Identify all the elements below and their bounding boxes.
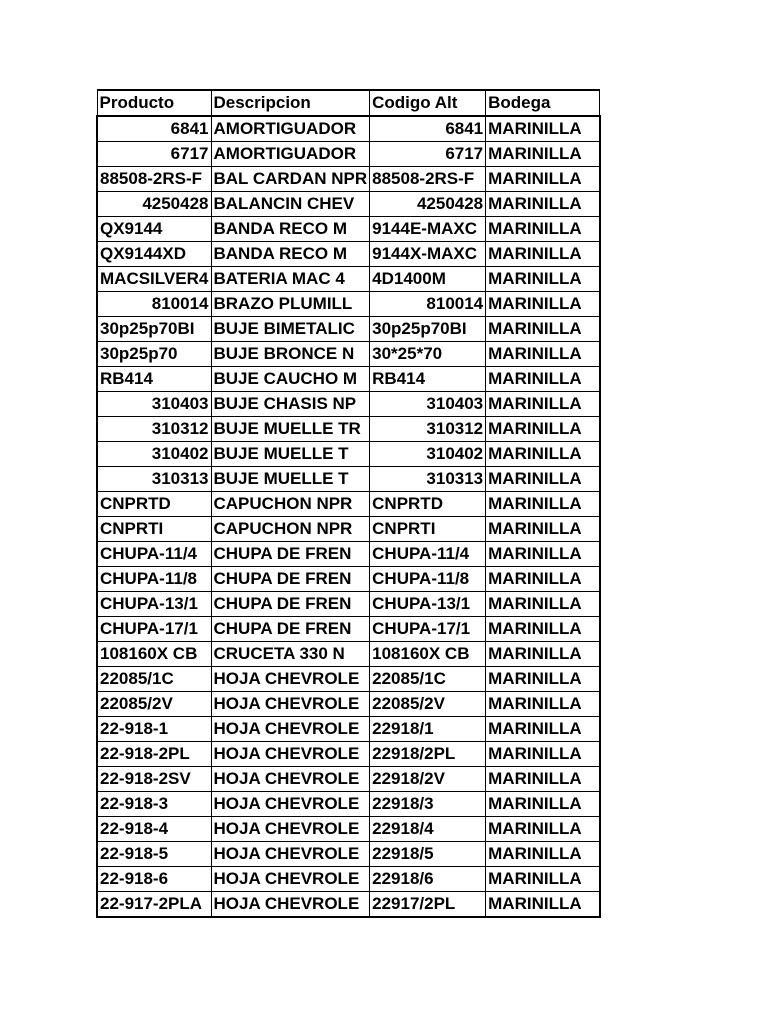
cell-codigo-alt: 22918/5 xyxy=(370,842,486,867)
header-descripcion: Descripcion xyxy=(211,90,370,116)
cell-producto: 88508-2RS-F xyxy=(97,167,211,192)
table-row xyxy=(97,717,600,742)
cell-producto: QX9144 xyxy=(97,217,211,242)
cell-codigo-alt: CHUPA-11/4 xyxy=(370,542,486,567)
cell-descripcion: HOJA CHEVROLE xyxy=(211,767,370,792)
cell-descripcion: CHUPA DE FREN xyxy=(211,592,370,617)
cell-descripcion: CHUPA DE FREN xyxy=(211,617,370,642)
table-row xyxy=(97,842,600,867)
cell-codigo-alt: 9144X-MAXC xyxy=(370,242,486,267)
header-codigo-alt: Codigo Alt xyxy=(370,90,486,116)
table-row xyxy=(97,892,600,918)
cell-producto: 4250428 xyxy=(97,192,211,217)
cell-producto: CHUPA-17/1 xyxy=(97,617,211,642)
cell-bodega: MARINILLA xyxy=(486,342,600,367)
header-row xyxy=(97,90,600,116)
table-row xyxy=(97,667,600,692)
cell-bodega: MARINILLA xyxy=(486,617,600,642)
cell-bodega: MARINILLA xyxy=(486,642,600,667)
cell-producto: CNPRTI xyxy=(97,517,211,542)
table-row xyxy=(97,692,600,717)
cell-producto: QX9144XD xyxy=(97,242,211,267)
cell-producto: MACSILVER4 xyxy=(97,267,211,292)
cell-codigo-alt: 4D1400M xyxy=(370,267,486,292)
cell-codigo-alt: CNPRTD xyxy=(370,492,486,517)
cell-bodega: MARINILLA xyxy=(486,467,600,492)
cell-descripcion: CRUCETA 330 N xyxy=(211,642,370,667)
table-row xyxy=(97,317,600,342)
cell-producto: 310313 xyxy=(97,467,211,492)
cell-bodega: MARINILLA xyxy=(486,567,600,592)
cell-descripcion: CHUPA DE FREN xyxy=(211,542,370,567)
cell-producto: CHUPA-13/1 xyxy=(97,592,211,617)
cell-producto: 108160X CB xyxy=(97,642,211,667)
table-row xyxy=(97,542,600,567)
cell-descripcion: HOJA CHEVROLE xyxy=(211,667,370,692)
cell-producto: 30p25p70 xyxy=(97,342,211,367)
cell-producto: 6717 xyxy=(97,142,211,167)
cell-bodega: MARINILLA xyxy=(486,292,600,317)
cell-descripcion: BUJE CAUCHO M xyxy=(211,367,370,392)
cell-producto: CHUPA-11/4 xyxy=(97,542,211,567)
table-row xyxy=(97,792,600,817)
cell-bodega: MARINILLA xyxy=(486,717,600,742)
cell-codigo-alt: 22918/2V xyxy=(370,767,486,792)
table-row xyxy=(97,467,600,492)
cell-codigo-alt: 310312 xyxy=(370,417,486,442)
table-row xyxy=(97,567,600,592)
table-row xyxy=(97,767,600,792)
table-row xyxy=(97,492,600,517)
cell-codigo-alt: 22918/1 xyxy=(370,717,486,742)
cell-codigo-alt: 22918/2PL xyxy=(370,742,486,767)
cell-descripcion: HOJA CHEVROLE xyxy=(211,817,370,842)
cell-codigo-alt: 310402 xyxy=(370,442,486,467)
cell-descripcion: BALANCIN CHEV xyxy=(211,192,370,217)
cell-producto: 22-918-5 xyxy=(97,842,211,867)
cell-descripcion: AMORTIGUADOR xyxy=(211,142,370,167)
cell-codigo-alt: 4250428 xyxy=(370,192,486,217)
cell-bodega: MARINILLA xyxy=(486,517,600,542)
cell-descripcion: BUJE BRONCE N xyxy=(211,342,370,367)
cell-descripcion: HOJA CHEVROLE xyxy=(211,692,370,717)
cell-codigo-alt: 22917/2PL xyxy=(370,892,486,918)
cell-producto: 22-917-2PLA xyxy=(97,892,211,918)
cell-descripcion: BUJE BIMETALIC xyxy=(211,317,370,342)
cell-bodega: MARINILLA xyxy=(486,417,600,442)
cell-codigo-alt: 22918/6 xyxy=(370,867,486,892)
cell-descripcion: HOJA CHEVROLE xyxy=(211,892,370,918)
cell-codigo-alt: 30*25*70 xyxy=(370,342,486,367)
cell-producto: 6841 xyxy=(97,116,211,142)
cell-producto: 22085/2V xyxy=(97,692,211,717)
cell-bodega: MARINILLA xyxy=(486,817,600,842)
cell-descripcion: BUJE MUELLE T xyxy=(211,442,370,467)
table-row xyxy=(97,617,600,642)
cell-descripcion: BAL CARDAN NPR xyxy=(211,167,370,192)
cell-codigo-alt: 810014 xyxy=(370,292,486,317)
cell-descripcion: BUJE MUELLE T xyxy=(211,467,370,492)
cell-producto: 310403 xyxy=(97,392,211,417)
header-bodega: Bodega xyxy=(486,90,600,116)
cell-codigo-alt: 6841 xyxy=(370,116,486,142)
cell-bodega: MARINILLA xyxy=(486,492,600,517)
cell-bodega: MARINILLA xyxy=(486,192,600,217)
cell-producto: 22-918-2PL xyxy=(97,742,211,767)
cell-descripcion: BUJE CHASIS NP xyxy=(211,392,370,417)
cell-bodega: MARINILLA xyxy=(486,217,600,242)
cell-bodega: MARINILLA xyxy=(486,167,600,192)
cell-descripcion: CAPUCHON NPR xyxy=(211,492,370,517)
cell-codigo-alt: 30p25p70BI xyxy=(370,317,486,342)
cell-descripcion: BATERIA MAC 4 xyxy=(211,267,370,292)
cell-codigo-alt: 310403 xyxy=(370,392,486,417)
table-row xyxy=(97,392,600,417)
cell-bodega: MARINILLA xyxy=(486,867,600,892)
cell-codigo-alt: RB414 xyxy=(370,367,486,392)
cell-codigo-alt: CHUPA-11/8 xyxy=(370,567,486,592)
cell-descripcion: HOJA CHEVROLE xyxy=(211,742,370,767)
cell-codigo-alt: CHUPA-13/1 xyxy=(370,592,486,617)
cell-bodega: MARINILLA xyxy=(486,842,600,867)
cell-codigo-alt: CHUPA-17/1 xyxy=(370,617,486,642)
cell-bodega: MARINILLA xyxy=(486,116,600,142)
table-row xyxy=(97,742,600,767)
cell-codigo-alt: 108160X CB xyxy=(370,642,486,667)
table-row xyxy=(97,867,600,892)
cell-bodega: MARINILLA xyxy=(486,392,600,417)
cell-producto: 30p25p70BI xyxy=(97,317,211,342)
table-row xyxy=(97,442,600,467)
cell-producto: 810014 xyxy=(97,292,211,317)
cell-descripcion: HOJA CHEVROLE xyxy=(211,867,370,892)
cell-bodega: MARINILLA xyxy=(486,267,600,292)
cell-bodega: MARINILLA xyxy=(486,367,600,392)
cell-descripcion: BANDA RECO M xyxy=(211,217,370,242)
table-row xyxy=(97,142,600,167)
cell-bodega: MARINILLA xyxy=(486,592,600,617)
table-row xyxy=(97,217,600,242)
table-row xyxy=(97,642,600,667)
table-row xyxy=(97,417,600,442)
cell-bodega: MARINILLA xyxy=(486,742,600,767)
cell-producto: 22-918-1 xyxy=(97,717,211,742)
cell-descripcion: HOJA CHEVROLE xyxy=(211,792,370,817)
cell-bodega: MARINILLA xyxy=(486,892,600,918)
cell-codigo-alt: 88508-2RS-F xyxy=(370,167,486,192)
cell-bodega: MARINILLA xyxy=(486,542,600,567)
cell-bodega: MARINILLA xyxy=(486,667,600,692)
table-row xyxy=(97,242,600,267)
cell-descripcion: BANDA RECO M xyxy=(211,242,370,267)
table-row xyxy=(97,342,600,367)
cell-codigo-alt: 6717 xyxy=(370,142,486,167)
table-row xyxy=(97,817,600,842)
cell-producto: CNPRTD xyxy=(97,492,211,517)
inventory-table xyxy=(96,89,601,918)
cell-bodega: MARINILLA xyxy=(486,142,600,167)
cell-producto: RB414 xyxy=(97,367,211,392)
cell-bodega: MARINILLA xyxy=(486,442,600,467)
cell-producto: 22-918-2SV xyxy=(97,767,211,792)
header-producto: Producto xyxy=(97,90,211,116)
table-row xyxy=(97,292,600,317)
table-row xyxy=(97,592,600,617)
table-row xyxy=(97,367,600,392)
cell-descripcion: HOJA CHEVROLE xyxy=(211,717,370,742)
cell-bodega: MARINILLA xyxy=(486,317,600,342)
cell-bodega: MARINILLA xyxy=(486,242,600,267)
inventory-table-body xyxy=(97,90,600,917)
cell-descripcion: CHUPA DE FREN xyxy=(211,567,370,592)
cell-codigo-alt: 22085/1C xyxy=(370,667,486,692)
cell-descripcion: CAPUCHON NPR xyxy=(211,517,370,542)
cell-bodega: MARINILLA xyxy=(486,792,600,817)
table-row xyxy=(97,192,600,217)
cell-producto: CHUPA-11/8 xyxy=(97,567,211,592)
table-row xyxy=(97,267,600,292)
cell-bodega: MARINILLA xyxy=(486,767,600,792)
cell-bodega: MARINILLA xyxy=(486,692,600,717)
cell-descripcion: BUJE MUELLE TR xyxy=(211,417,370,442)
cell-descripcion: AMORTIGUADOR xyxy=(211,116,370,142)
cell-producto: 22-918-4 xyxy=(97,817,211,842)
table-row xyxy=(97,116,600,142)
cell-producto: 310312 xyxy=(97,417,211,442)
cell-codigo-alt: 9144E-MAXC xyxy=(370,217,486,242)
cell-codigo-alt: 22085/2V xyxy=(370,692,486,717)
cell-producto: 310402 xyxy=(97,442,211,467)
cell-descripcion: HOJA CHEVROLE xyxy=(211,842,370,867)
cell-producto: 22085/1C xyxy=(97,667,211,692)
cell-codigo-alt: 22918/4 xyxy=(370,817,486,842)
table-row xyxy=(97,167,600,192)
cell-codigo-alt: 310313 xyxy=(370,467,486,492)
cell-producto: 22-918-6 xyxy=(97,867,211,892)
cell-codigo-alt: CNPRTI xyxy=(370,517,486,542)
cell-producto: 22-918-3 xyxy=(97,792,211,817)
table-row xyxy=(97,517,600,542)
cell-codigo-alt: 22918/3 xyxy=(370,792,486,817)
cell-descripcion: BRAZO PLUMILL xyxy=(211,292,370,317)
